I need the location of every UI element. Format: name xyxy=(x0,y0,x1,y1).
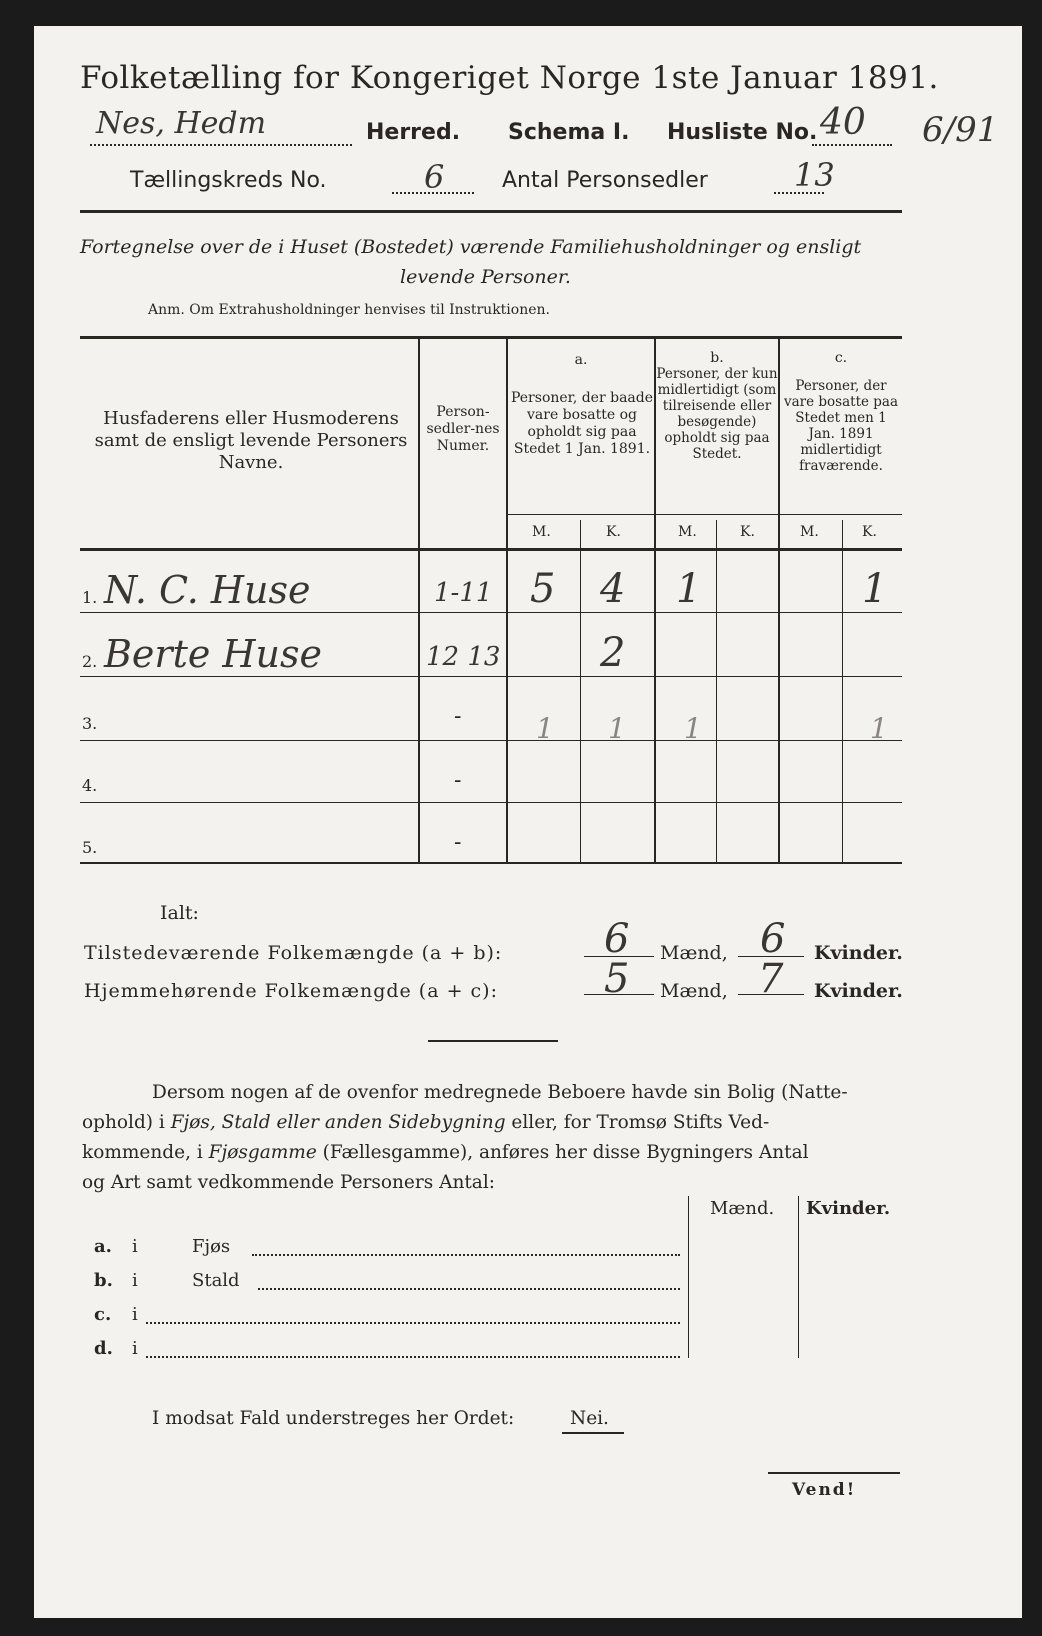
buildings-col-divider-2 xyxy=(798,1196,799,1358)
building-c-i: i xyxy=(132,1304,138,1325)
column-a-text: Personer, der baade vare bosatte og opholdt sig paa Stedet 1 Jan. 1891. xyxy=(510,390,654,457)
tilstede-kvinder: Kvinder. xyxy=(814,942,903,964)
buildings-col-divider-1 xyxy=(688,1196,689,1358)
row-5-number: 5. xyxy=(82,838,98,857)
row-1-b-m: 1 xyxy=(676,566,702,612)
husliste-value: 40 xyxy=(820,102,866,143)
row-rule-4 xyxy=(80,802,902,803)
modsat-label: I modsat Fald understreges her Ordet: xyxy=(152,1408,515,1429)
row-1-numer: 1-11 xyxy=(434,578,493,608)
para3-a: kommende, i xyxy=(82,1142,209,1163)
building-a-i: i xyxy=(132,1236,138,1257)
building-c-dotline xyxy=(146,1322,680,1324)
row-3-b-m: 1 xyxy=(684,712,702,745)
herred-dotline xyxy=(90,144,352,146)
intro-line-1: Fortegnelse over de i Huset (Bostedet) værende Familiehusholdninger og ensligt xyxy=(80,236,862,258)
column-b-text: Personer, der kun midlertidigt (som tilreisende eller besøgende) opholdt sig paa Stedet. xyxy=(656,366,778,462)
c-k-header: K. xyxy=(862,524,877,540)
tilstede-label: Tilstedeværende Folkemængde (a + b): xyxy=(84,942,503,964)
row-2-a-k: 2 xyxy=(600,630,626,676)
building-b-dotline xyxy=(258,1288,680,1290)
building-d-i: i xyxy=(132,1338,138,1359)
form-title: Folketælling for Kongeriget Norge 1ste Januar 1891. xyxy=(80,60,939,96)
buildings-maend-header: Mænd. xyxy=(710,1198,775,1219)
row-1-number: 1. xyxy=(82,588,98,607)
census-form-page xyxy=(34,26,1022,1618)
column-b-letter: b. xyxy=(710,350,724,366)
para3-b: Fjøsgamme xyxy=(208,1142,317,1163)
herred-value: Nes, Hedm xyxy=(96,106,267,141)
col-divider-4 xyxy=(778,338,780,862)
col-divider-c-mk xyxy=(842,520,843,862)
personsedler-value: 13 xyxy=(794,156,835,194)
husliste-label: Husliste No. xyxy=(667,120,818,145)
b-k-header: K. xyxy=(740,524,755,540)
row-rule-1 xyxy=(80,612,902,613)
row-1-a-m: 5 xyxy=(530,566,556,612)
vend-label: Vend! xyxy=(792,1480,857,1500)
row-rule-2 xyxy=(80,676,902,677)
margin-note: 6/91 xyxy=(922,110,999,150)
tilstede-m-value: 6 xyxy=(604,916,630,962)
row-4-number: 4. xyxy=(82,776,98,795)
tilstede-k-value: 6 xyxy=(760,916,786,962)
nei-word: Nei. xyxy=(570,1408,609,1429)
a-m-header: M. xyxy=(532,524,551,540)
kreds-value: 6 xyxy=(424,158,445,196)
anm-note: Anm. Om Extrahusholdninger henvises til Instruktionen. xyxy=(148,302,550,318)
col-divider-1 xyxy=(418,338,420,862)
kreds-label: Tællingskreds No. xyxy=(130,168,327,193)
building-d-dotline xyxy=(146,1356,680,1358)
herred-label: Herred. xyxy=(366,120,461,145)
vend-rule xyxy=(768,1472,900,1474)
hjemme-k-value: 7 xyxy=(758,956,784,1002)
row-1-name: N. C. Huse xyxy=(104,568,311,612)
column-header-names: Husfaderens eller Husmoderens samt de ensligt levende Personers Navne. xyxy=(94,408,408,473)
hjemme-maend: Mænd, xyxy=(660,980,728,1002)
row-2-number: 2. xyxy=(82,652,98,671)
row-3-a-k: 1 xyxy=(608,712,626,745)
building-a-label: Fjøs xyxy=(192,1236,231,1257)
personsedler-label: Antal Personsedler xyxy=(502,168,708,193)
husliste-dotline xyxy=(812,144,892,146)
header-rule xyxy=(80,210,902,213)
building-b-letter: b. xyxy=(94,1270,113,1291)
building-a-letter: a. xyxy=(94,1236,112,1257)
column-a-letter: a. xyxy=(574,352,588,368)
c-m-header: M. xyxy=(800,524,819,540)
schema-label: Schema I. xyxy=(508,120,630,145)
hjemme-m-value: 5 xyxy=(604,956,630,1002)
row-3-number: 3. xyxy=(82,714,98,733)
nei-underline xyxy=(562,1432,624,1434)
para2-a: ophold) i xyxy=(82,1112,171,1133)
building-c-letter: c. xyxy=(94,1304,112,1325)
mk-rule xyxy=(508,514,902,515)
para2-b: Fjøs, Stald eller anden Sidebygning xyxy=(170,1112,506,1133)
building-a-dotline xyxy=(252,1254,680,1256)
row-1-a-k: 4 xyxy=(600,566,626,612)
buildings-para-line-1: Dersom nogen af de ovenfor medregnede Beboere havde sin Bolig (Natte- xyxy=(152,1082,848,1103)
row-rule-3 xyxy=(80,740,902,741)
intro-line-2: levende Personer. xyxy=(400,266,571,288)
tilstede-maend: Mænd, xyxy=(660,942,728,964)
building-d-letter: d. xyxy=(94,1338,113,1359)
a-k-header: K. xyxy=(606,524,621,540)
column-c-text: Personer, der vare bosatte paa Stedet men 1 Jan. 1891 midlertidigt fraværende. xyxy=(783,378,899,474)
b-m-header: M. xyxy=(678,524,697,540)
hjemme-kvinder: Kvinder. xyxy=(814,980,903,1002)
col-divider-3 xyxy=(654,338,656,862)
col-divider-b-mk xyxy=(716,520,717,862)
buildings-kvinder-header: Kvinder. xyxy=(806,1198,891,1219)
building-b-label: Stald xyxy=(192,1270,240,1291)
row-3-c-k: 1 xyxy=(870,712,888,745)
section-divider xyxy=(428,1040,558,1042)
hjemme-label: Hjemmehørende Folkemængde (a + c): xyxy=(84,980,498,1002)
column-c-letter: c. xyxy=(834,350,848,366)
row-1-c-k: 1 xyxy=(862,566,888,612)
row-2-name: Berte Huse xyxy=(104,632,323,676)
table-bottom-rule xyxy=(80,862,902,864)
col-divider-2 xyxy=(506,338,508,862)
building-b-i: i xyxy=(132,1270,138,1291)
col-divider-a-mk xyxy=(580,520,581,862)
row-4-numer: - xyxy=(454,768,462,793)
row-3-numer: - xyxy=(454,704,462,729)
para3-c: (Fællesgamme), anføres her disse Bygningers Antal xyxy=(316,1142,809,1163)
row-3-a-m: 1 xyxy=(536,712,554,745)
column-header-numer: Person-sedler-nes Numer. xyxy=(426,404,500,454)
buildings-para-line-2 xyxy=(82,1112,769,1133)
para2-c: eller, for Tromsø Stifts Ved- xyxy=(505,1112,770,1133)
buildings-para-line-4: og Art samt vedkommende Personers Antal: xyxy=(82,1172,495,1193)
row-5-numer: - xyxy=(454,830,462,855)
buildings-para-line-3 xyxy=(82,1142,809,1163)
ialt-label: Ialt: xyxy=(160,902,199,924)
row-2-numer: 12 13 xyxy=(426,642,501,672)
